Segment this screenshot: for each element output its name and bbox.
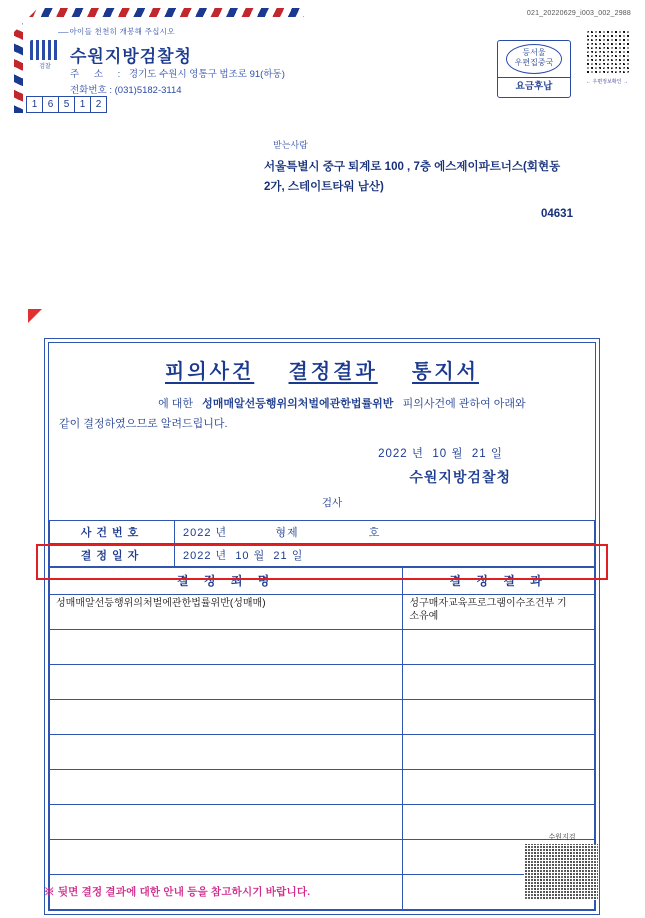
cell-result-line-1: 성구매자교육프로그램이수조건부 기 <box>409 597 567 609</box>
decision-date-label: 결정일자 <box>50 543 175 566</box>
case-number-label: 사건번호 <box>50 520 175 543</box>
prosecutor-label: 검사 <box>321 496 343 509</box>
emblem-bars-icon <box>30 40 60 60</box>
column-header-crime: 결 정 죄 명 <box>50 567 403 594</box>
cell-result <box>403 769 595 804</box>
document-title-part-1: 피의사건 <box>165 361 255 383</box>
table-row <box>50 769 595 804</box>
footer-barcode-icon <box>524 844 598 900</box>
case-number-year: 2022 <box>183 526 212 539</box>
envelope-slogan <box>58 26 175 37</box>
postage-divider <box>498 77 570 78</box>
decision-date-month: 10 <box>235 549 250 562</box>
cell-crime <box>50 699 403 734</box>
date-year: 2022 <box>378 447 408 460</box>
cell-crime <box>50 664 403 699</box>
cell-crime <box>50 769 403 804</box>
slogan-dash-icon: ––– <box>58 27 68 36</box>
date-day: 21 <box>471 447 487 460</box>
table-header-row <box>50 567 595 594</box>
table-row <box>50 629 595 664</box>
decision-date-value <box>175 543 595 566</box>
post-office-seal-icon <box>506 44 562 74</box>
table-row <box>50 699 595 734</box>
case-number-year-unit: 년 <box>215 526 228 539</box>
sender-address-value: 경기도 수원시 영통구 법조로 91(하동) <box>128 69 285 80</box>
table-row <box>50 664 595 699</box>
envelope-corner-fold <box>14 8 38 32</box>
cell-result <box>403 594 595 629</box>
postage-stamp-block <box>497 40 571 98</box>
sender-organization-name: 수원지방검찰청 <box>70 47 192 66</box>
red-corner-mark-icon <box>28 309 42 323</box>
prosecution-emblem-icon <box>28 40 62 70</box>
sender-address-label: 주 소 : <box>70 69 127 80</box>
footer-qr-block <box>524 832 600 900</box>
table-row <box>50 804 595 839</box>
cell-result-line-2: 소유예 <box>409 611 439 623</box>
case-number-unit: 호 <box>368 526 381 539</box>
document-intro-line-1 <box>49 390 595 415</box>
sender-address <box>70 66 285 80</box>
date-year-unit: 년 <box>411 447 424 460</box>
table-row <box>50 543 595 566</box>
document-title-part-2: 결정결과 <box>288 361 378 383</box>
footer-note: ※ 뒷면 결정 결과에 대한 안내 등을 참고하시기 바랍니다. <box>44 886 311 898</box>
slogan-text: 아이들 천천히 개봉해 주십시오 <box>69 27 175 36</box>
column-header-result: 결 정 결 과 <box>403 567 595 594</box>
intro-text-2: 피의사건에 관하여 아래와 <box>402 398 526 410</box>
sender-telephone-value: (031)5182-3114 <box>114 85 182 96</box>
post-office-line1: 등서울 <box>522 48 546 57</box>
cell-crime <box>50 734 403 769</box>
decision-date-day: 21 <box>273 549 288 562</box>
intro-law-name: 성매매알선등행위의처벌에관한법률위반 <box>202 398 394 410</box>
airmail-border-top <box>14 8 304 17</box>
qr-code-icon <box>584 30 630 76</box>
decision-date-year: 2022 <box>183 549 212 562</box>
postage-qr-block <box>584 30 630 85</box>
date-day-unit: 일 <box>490 447 503 460</box>
cell-crime: 성매매알선등행위의처벌에관한법률위반(성매매) <box>50 594 403 629</box>
document-title <box>49 343 595 390</box>
sender-zipcode-boxes <box>26 96 106 113</box>
sender-telephone <box>70 82 182 96</box>
zip-digit: 6 <box>42 96 59 113</box>
cell-crime <box>50 629 403 664</box>
issuing-office: 수원지방검찰청 <box>409 468 511 485</box>
postage-fee-label: 요금후납 <box>515 81 553 92</box>
case-number-value <box>175 520 595 543</box>
recipient-address <box>264 157 594 197</box>
scan-id: 021_20220629_i003_002_2988 <box>526 10 631 17</box>
decision-date-line <box>49 445 595 461</box>
recipient-zipcode: 04631 <box>541 208 573 220</box>
cell-result <box>403 699 595 734</box>
cell-crime <box>50 839 403 874</box>
intro-text-1: 에 대한 <box>158 398 193 410</box>
zip-digit: 1 <box>26 96 43 113</box>
recipient-address-line-2: 2가, 스테이트타워 남산) <box>264 181 384 194</box>
recipient-address-line-1: 서울특별시 중구 퇴계로 100 , 7층 에스제이파트너스(회현동 <box>264 161 561 173</box>
emblem-label: 검찰 <box>39 64 51 70</box>
document-inner-frame <box>48 342 596 911</box>
table-row <box>50 520 595 543</box>
qr-caption: ← 우편정보확인 → <box>586 79 628 85</box>
cell-result <box>403 734 595 769</box>
decision-result-table <box>49 567 595 910</box>
decision-date-year-unit: 년 <box>215 549 228 562</box>
cell-result <box>403 629 595 664</box>
cell-result <box>403 664 595 699</box>
table-row <box>50 839 595 874</box>
notification-document <box>44 338 600 915</box>
table-row <box>50 734 595 769</box>
case-number-type: 형제 <box>275 526 299 539</box>
recipient-label: 받는사람 <box>273 140 308 150</box>
zip-digit: 1 <box>74 96 91 113</box>
zip-digit: 2 <box>90 96 107 113</box>
table-row <box>50 594 595 629</box>
post-office-line2: 우편집중국 <box>514 57 554 67</box>
document-title-part-3: 통지서 <box>412 361 479 383</box>
case-info-table <box>49 520 595 567</box>
document-intro-line-2: 같이 결정하였으므로 알려드립니다. <box>59 417 228 430</box>
decision-date-month-unit: 월 <box>253 549 266 562</box>
date-month: 10 <box>432 447 448 460</box>
sender-telephone-label: 전화번호 : <box>70 85 112 96</box>
date-month-unit: 월 <box>451 447 464 460</box>
decision-date-day-unit: 일 <box>291 549 304 562</box>
footer-qr-caption: 수원지검 <box>548 834 576 841</box>
zip-digit: 5 <box>58 96 75 113</box>
cell-crime <box>50 804 403 839</box>
